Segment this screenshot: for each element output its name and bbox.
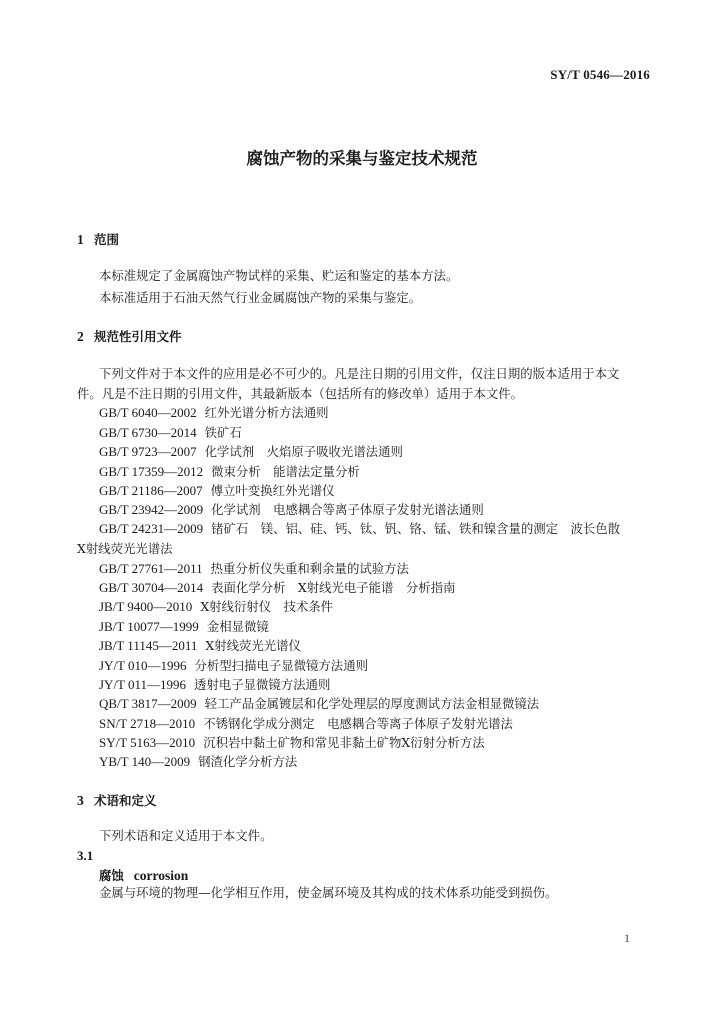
reference-code: GB/T 21186—2007 <box>99 483 203 498</box>
reference-title: 不锈钢化学成分测定 电感耦合等离子体原子发射光谱法 <box>203 716 513 731</box>
reference-item <box>99 521 620 537</box>
reference-code: QB/T 3817—2009 <box>99 696 197 711</box>
reference-continuation: X射线荧光光谱法 <box>77 541 173 556</box>
standard-number: SY/T 0546—2016 <box>550 67 650 82</box>
reference-code: GB/T 24231—2009 <box>99 521 204 536</box>
reference-item <box>99 754 297 770</box>
reference-code: GB/T 27761—2011 <box>99 561 203 576</box>
reference-item <box>99 658 368 674</box>
reference-code: GB/T 17359—2012 <box>99 464 204 479</box>
document-title: 腐蚀产物的采集与鉴定技术规范 <box>246 149 478 168</box>
reference-title: X射线衍射仪 技术条件 <box>200 599 334 614</box>
reference-code: JY/T 011—1996 <box>99 677 187 692</box>
reference-item <box>99 638 301 654</box>
reference-title: 热重分析仪失重和剩余量的试验方法 <box>210 561 409 576</box>
reference-title: 红外光谱分析方法通则 <box>204 405 329 420</box>
reference-item <box>99 677 330 693</box>
reference-item <box>99 735 485 751</box>
section-title: 术语和定义 <box>94 793 157 808</box>
reference-title: 铁矿石 <box>204 425 242 440</box>
reference-item <box>99 716 513 732</box>
reference-code: GB/T 6730—2014 <box>99 425 197 440</box>
reference-title: 钢渣化学分析方法 <box>198 754 298 769</box>
reference-title: 化学试剂 火焰原子吸收光谱法通则 <box>204 444 403 459</box>
reference-item <box>99 696 539 712</box>
reference-item <box>99 444 403 460</box>
reference-code: JB/T 10077—1999 <box>99 619 199 634</box>
reference-title: 分析型扫描电子显微镜方法通则 <box>194 658 368 673</box>
reference-code: GB/T 23942—2009 <box>99 502 204 517</box>
term-name <box>99 866 188 884</box>
section-3-heading <box>77 791 157 809</box>
section-title: 范围 <box>94 232 120 247</box>
reference-title: 傅立叶变换红外光谱仪 <box>210 483 335 498</box>
reference-title: 化学试剂 电感耦合等离子体原子发射光谱法通则 <box>211 502 484 517</box>
page-number: 1 <box>624 931 630 945</box>
reference-item <box>99 599 333 615</box>
paragraph: 件。凡是不注日期的引用文件，其最新版本（包括所有的修改单）适用于本文件。 <box>77 386 524 401</box>
reference-code: GB/T 6040—2002 <box>99 405 197 420</box>
reference-item <box>99 580 455 596</box>
reference-item <box>99 502 484 518</box>
reference-code: SY/T 5163—2010 <box>99 735 196 750</box>
term-name-en: corrosion <box>133 868 189 883</box>
reference-code: JB/T 11145—2011 <box>99 638 198 653</box>
reference-item <box>99 464 360 480</box>
reference-title: 微束分析 能谱法定量分析 <box>211 464 360 479</box>
reference-title: 透射电子显微镜方法通则 <box>194 677 331 692</box>
reference-code: YB/T 140—2009 <box>99 754 191 769</box>
section-number: 1 <box>77 232 84 247</box>
reference-item <box>99 561 409 577</box>
reference-title: 表面化学分析 X射线光电子能谱 分析指南 <box>211 580 456 595</box>
reference-title: 轻工产品金属镀层和化学处理层的厚度测试方法金相显微镜法 <box>204 696 540 711</box>
section-title: 规范性引用文件 <box>94 329 182 344</box>
reference-title: 锗矿石 镁、铝、硅、钙、钛、钒、铬、锰、铁和镍含量的测定 波长色散 <box>211 521 621 536</box>
reference-item <box>99 619 269 635</box>
reference-code: JB/T 9400—2010 <box>99 599 193 614</box>
reference-item <box>99 405 329 421</box>
section-number: 3 <box>77 793 84 808</box>
term-name-cn: 腐蚀 <box>99 868 124 883</box>
section-number: 2 <box>77 329 84 344</box>
reference-code: GB/T 9723—2007 <box>99 444 197 459</box>
reference-item <box>99 483 335 499</box>
reference-title: 金相显微镜 <box>206 619 269 634</box>
paragraph: 本标准适用于石油天然气行业金属腐蚀产物的采集与鉴定。 <box>99 290 422 305</box>
paragraph: 本标准规定了金属腐蚀产物试样的采集、贮运和鉴定的基本方法。 <box>99 268 459 283</box>
reference-title: X射线荧光光谱仪 <box>205 638 301 653</box>
paragraph: 下列文件对于本文件的应用是必不可少的。凡是注日期的引用文件，仅注日期的版本适用于本文 <box>99 366 620 381</box>
term-definition: 金属与环境的物理—化学相互作用，使金属环境及其构成的技术体系功能受到损伤。 <box>99 885 558 900</box>
reference-code: JY/T 010—1996 <box>99 658 187 673</box>
reference-item <box>99 425 242 441</box>
reference-code: GB/T 30704—2014 <box>99 580 204 595</box>
section-2-heading <box>77 327 182 345</box>
term-number: 3.1 <box>77 848 94 863</box>
reference-code: SN/T 2718—2010 <box>99 716 196 731</box>
section-1-heading <box>77 230 119 248</box>
paragraph: 下列术语和定义适用于本文件。 <box>99 828 273 843</box>
reference-title: 沉积岩中黏土矿物和常见非黏土矿物X衍射分析方法 <box>203 735 485 750</box>
